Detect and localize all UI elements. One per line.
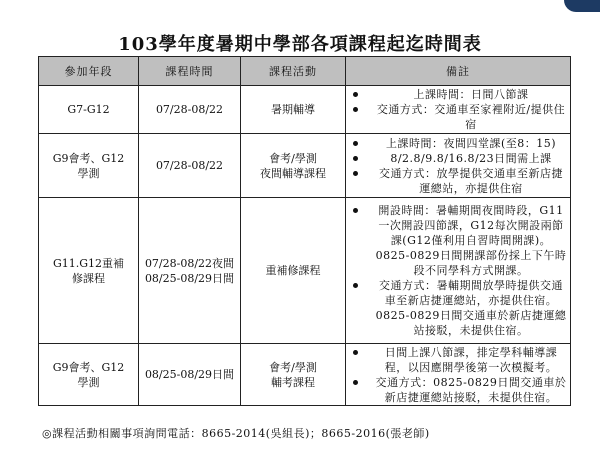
table-row bbox=[39, 86, 571, 134]
activity-text: 會考/學測 bbox=[269, 360, 317, 374]
activity-text: 會考/學測 bbox=[269, 151, 317, 165]
grade-text: G7-G12 bbox=[67, 103, 110, 116]
note-item: 上課時間：夜間四堂課(至8：15) bbox=[349, 136, 567, 151]
period-text: 07/28-08/22 bbox=[155, 159, 224, 172]
note-item: 開設時間：暑輔期間夜間時段，G11一次開設四節課，G12每次開設兩節課(G12僅利用自習時間開課)。0825-0829日間開課部份採上下午時段不同學科方式開課。 bbox=[349, 203, 567, 278]
grade-text: 學測 bbox=[77, 166, 100, 180]
activity-text: 重補修課程 bbox=[265, 264, 321, 277]
grade-text: G11.G12重補 bbox=[52, 256, 125, 270]
notes-list bbox=[349, 345, 567, 405]
grade-text: 修課程 bbox=[72, 271, 105, 285]
notes-list bbox=[349, 203, 567, 338]
header-activity: 課程活動 bbox=[241, 57, 346, 86]
period-text: 08/25-08/29日間 bbox=[144, 271, 235, 285]
period-text: 07/28-08/22夜間 bbox=[144, 256, 235, 270]
note-item: 上課時間：日間八節課 bbox=[349, 87, 567, 102]
grade-text: 學測 bbox=[77, 375, 100, 389]
period-cell bbox=[139, 344, 241, 406]
table-row bbox=[39, 344, 571, 406]
note-item: 交通方式：0825-0829日間交通車於新店捷運總站接駁，未提供住宿。 bbox=[349, 375, 567, 405]
table-row bbox=[39, 134, 571, 198]
header-grade: 參加年段 bbox=[39, 57, 139, 86]
table-header-row bbox=[39, 57, 571, 86]
contact-footnote: ◎課程活動相關事項詢問電話：8665-2014(吳組長)；8665-2016(張老師) bbox=[42, 427, 430, 440]
grade-cell bbox=[39, 86, 139, 134]
activity-cell bbox=[241, 134, 346, 198]
notes-list bbox=[349, 87, 567, 132]
header-period: 課程時間 bbox=[139, 57, 241, 86]
activity-cell bbox=[241, 86, 346, 134]
note-item: 8/2.8/9.8/16.8/23日間需上課 bbox=[349, 151, 567, 166]
note-item: 交通方式：交通車至家裡附近/提供住宿 bbox=[349, 102, 567, 132]
grade-cell bbox=[39, 198, 139, 344]
grade-text: G9會考、G12 bbox=[52, 151, 125, 165]
period-cell bbox=[139, 86, 241, 134]
period-cell bbox=[139, 198, 241, 344]
corner-logo-mark bbox=[564, 0, 600, 12]
notes-cell bbox=[346, 134, 571, 198]
page-title: 103學年度暑期中學部各項課程起迄時間表 bbox=[118, 34, 482, 55]
schedule-table bbox=[38, 56, 571, 406]
notes-cell bbox=[346, 344, 571, 406]
period-text: 08/25-08/29日間 bbox=[144, 368, 235, 381]
grade-cell bbox=[39, 344, 139, 406]
activity-text: 輔考課程 bbox=[271, 375, 315, 389]
notes-cell bbox=[346, 198, 571, 344]
note-item: 日間上課八節課，排定學科輔導課程，以因應開學後第一次模擬考。 bbox=[349, 345, 567, 375]
activity-cell bbox=[241, 344, 346, 406]
activity-cell bbox=[241, 198, 346, 344]
notes-cell bbox=[346, 86, 571, 134]
grade-text: G9會考、G12 bbox=[52, 360, 125, 374]
notes-list bbox=[349, 136, 567, 196]
header-notes: 備註 bbox=[346, 57, 571, 86]
activity-text: 暑期輔導 bbox=[271, 103, 315, 116]
note-item: 交通方式：放學提供交通車至新店捷運總站，亦提供住宿 bbox=[349, 166, 567, 196]
period-cell bbox=[139, 134, 241, 198]
grade-cell bbox=[39, 134, 139, 198]
table-row bbox=[39, 198, 571, 344]
activity-text: 夜間輔導課程 bbox=[260, 166, 326, 180]
period-text: 07/28-08/22 bbox=[155, 103, 224, 116]
note-item: 交通方式：暑輔期間放學時提供交通車至新店捷運總站，亦提供住宿。0825-0829日間交通車於新店捷運總站接駁，未提供住宿。 bbox=[349, 278, 567, 338]
